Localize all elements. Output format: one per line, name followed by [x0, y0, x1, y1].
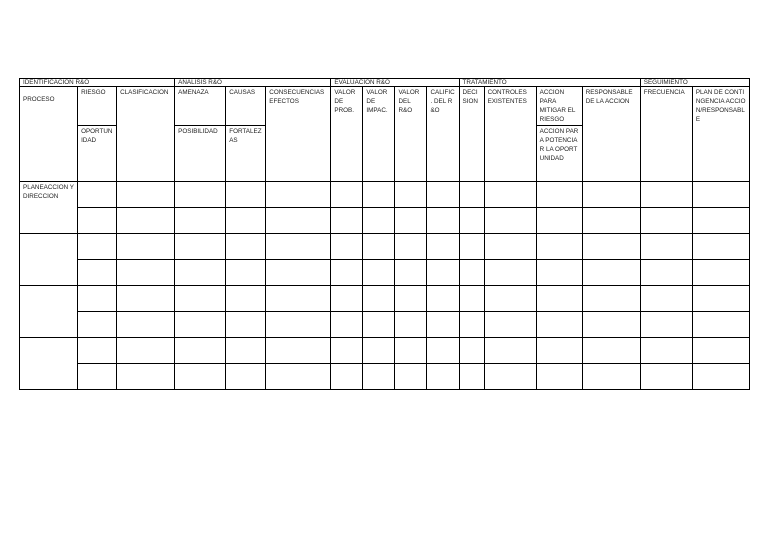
- header-valor-impac: VALOR DE IMPAC.: [363, 87, 395, 182]
- table-cell[interactable]: [363, 312, 395, 338]
- group-seguimiento: SEGUIMIENTO: [640, 79, 749, 87]
- table-cell[interactable]: [459, 364, 484, 390]
- table-cell[interactable]: [459, 182, 484, 208]
- table-cell[interactable]: [266, 286, 331, 312]
- table-cell[interactable]: [331, 234, 363, 260]
- table-cell[interactable]: [175, 182, 226, 208]
- table-cell[interactable]: [395, 208, 427, 234]
- table-cell[interactable]: [175, 312, 226, 338]
- table-cell[interactable]: [582, 312, 640, 338]
- table-cell[interactable]: [582, 260, 640, 286]
- table-cell[interactable]: [175, 338, 226, 364]
- table-cell[interactable]: [117, 182, 175, 208]
- table-cell[interactable]: [692, 260, 749, 286]
- table-cell[interactable]: [395, 286, 427, 312]
- table-cell[interactable]: [536, 312, 582, 338]
- table-cell[interactable]: [363, 338, 395, 364]
- header-valor-ro: VALOR DEL R&O: [395, 87, 427, 182]
- table-cell[interactable]: [692, 364, 749, 390]
- table-cell[interactable]: [459, 312, 484, 338]
- table-cell[interactable]: [582, 234, 640, 260]
- table-cell[interactable]: [226, 338, 266, 364]
- process-cell[interactable]: [20, 234, 78, 286]
- table-cell[interactable]: [640, 234, 692, 260]
- table-cell[interactable]: [363, 208, 395, 234]
- table-row: [20, 208, 750, 234]
- table-cell[interactable]: [459, 286, 484, 312]
- table-cell[interactable]: [78, 234, 117, 260]
- table-cell[interactable]: [692, 286, 749, 312]
- table-cell[interactable]: [640, 338, 692, 364]
- table-cell[interactable]: [459, 338, 484, 364]
- table-cell[interactable]: [395, 260, 427, 286]
- table-cell[interactable]: [78, 338, 117, 364]
- table-cell[interactable]: [226, 182, 266, 208]
- table-cell[interactable]: [117, 208, 175, 234]
- header-proceso-label: PROCESO: [23, 96, 55, 103]
- table-cell[interactable]: [363, 364, 395, 390]
- table-cell[interactable]: [640, 208, 692, 234]
- header-frecuencia: FRECUENCIA: [640, 87, 692, 182]
- table-cell[interactable]: [266, 182, 331, 208]
- table-cell[interactable]: [536, 260, 582, 286]
- header-accion-potenciar: ACCION PARA POTENCIAR LA OPORTUNIDAD: [536, 126, 582, 182]
- table-cell[interactable]: [331, 286, 363, 312]
- table-cell[interactable]: [582, 208, 640, 234]
- header-clasificacion: CLASIFICACION: [117, 87, 175, 182]
- table-cell[interactable]: [78, 260, 117, 286]
- header-valor-prob: VALOR DE PROB.: [331, 87, 363, 182]
- table-cell[interactable]: [363, 260, 395, 286]
- table-cell[interactable]: [175, 364, 226, 390]
- header-calif: CALIFIC . DEL R&O: [427, 87, 459, 182]
- table-cell[interactable]: [117, 234, 175, 260]
- header-responsable: RESPONSABLE DE LA ACCION: [582, 87, 640, 182]
- table-cell[interactable]: [226, 364, 266, 390]
- table-cell[interactable]: [395, 312, 427, 338]
- group-identificacion: IDENTIFICACION R&O: [20, 79, 175, 87]
- table-cell[interactable]: [395, 182, 427, 208]
- header-fortalezas: FORTALEZAS: [226, 126, 266, 182]
- group-header-row: [20, 79, 750, 87]
- table-cell[interactable]: [363, 182, 395, 208]
- table-cell[interactable]: [640, 312, 692, 338]
- table-cell[interactable]: [484, 234, 536, 260]
- process-cell[interactable]: [20, 286, 78, 338]
- header-decision: DECISION: [459, 87, 484, 182]
- table-cell[interactable]: [640, 286, 692, 312]
- table-row: [20, 260, 750, 286]
- table-cell[interactable]: [117, 338, 175, 364]
- table-cell[interactable]: [484, 338, 536, 364]
- table-cell[interactable]: [266, 338, 331, 364]
- table-row: [20, 234, 750, 260]
- table-cell[interactable]: [117, 364, 175, 390]
- table-cell[interactable]: [226, 234, 266, 260]
- group-analisis: ANALISIS R&O: [175, 79, 331, 87]
- table-cell[interactable]: [175, 286, 226, 312]
- table-cell[interactable]: [78, 208, 117, 234]
- table-cell[interactable]: [536, 286, 582, 312]
- table-cell[interactable]: [427, 338, 459, 364]
- table-cell[interactable]: [582, 338, 640, 364]
- header-controles: CONTROLES EXISTENTES: [484, 87, 536, 182]
- table-cell[interactable]: [484, 286, 536, 312]
- table-cell[interactable]: [226, 286, 266, 312]
- table-cell[interactable]: [536, 182, 582, 208]
- table-cell[interactable]: [266, 364, 331, 390]
- table-row: [20, 182, 750, 208]
- table-cell[interactable]: [692, 208, 749, 234]
- header-amenaza: AMENAZA: [175, 87, 226, 126]
- table-cell[interactable]: [266, 312, 331, 338]
- table-cell[interactable]: [117, 286, 175, 312]
- table-cell[interactable]: [78, 312, 117, 338]
- table-cell[interactable]: [331, 208, 363, 234]
- table-cell[interactable]: [536, 234, 582, 260]
- group-tratamiento: TRATAMIENTO: [459, 79, 640, 87]
- table-row: [20, 312, 750, 338]
- header-causas: CAUSAS: [226, 87, 266, 126]
- table-cell[interactable]: [459, 208, 484, 234]
- table-row: [20, 286, 750, 312]
- table-cell[interactable]: [226, 260, 266, 286]
- table-cell[interactable]: [331, 338, 363, 364]
- table-cell[interactable]: [331, 312, 363, 338]
- table-cell[interactable]: [459, 260, 484, 286]
- table-cell[interactable]: [175, 208, 226, 234]
- table-cell[interactable]: [331, 260, 363, 286]
- table-cell[interactable]: [266, 260, 331, 286]
- table-cell[interactable]: [427, 182, 459, 208]
- table-cell[interactable]: [536, 208, 582, 234]
- table-cell[interactable]: [459, 234, 484, 260]
- table-cell[interactable]: [78, 364, 117, 390]
- table-cell[interactable]: [536, 364, 582, 390]
- column-header-row-1: [20, 87, 750, 126]
- table-cell[interactable]: [266, 234, 331, 260]
- header-plan: PLAN DE CONTINGENCIA ACCION/RESPONSABLE: [692, 87, 749, 182]
- table-cell[interactable]: [427, 208, 459, 234]
- table-cell[interactable]: [640, 182, 692, 208]
- table-cell[interactable]: [692, 234, 749, 260]
- table-cell[interactable]: [484, 260, 536, 286]
- table-cell[interactable]: [640, 260, 692, 286]
- table-cell[interactable]: [427, 286, 459, 312]
- header-riesgo: RIESGO: [78, 87, 117, 126]
- table-cell[interactable]: [117, 312, 175, 338]
- table-cell[interactable]: [226, 312, 266, 338]
- table-cell[interactable]: [363, 234, 395, 260]
- table-cell[interactable]: [78, 286, 117, 312]
- table-cell[interactable]: [427, 234, 459, 260]
- process-cell[interactable]: PLANEACCION Y DIRECCION: [20, 182, 78, 234]
- header-posibilidad: POSIBILIDAD: [175, 126, 226, 182]
- table-cell[interactable]: [484, 208, 536, 234]
- table-cell[interactable]: [175, 260, 226, 286]
- table-cell[interactable]: [331, 364, 363, 390]
- header-proceso: [20, 87, 78, 182]
- table-cell[interactable]: [395, 364, 427, 390]
- table-cell[interactable]: [395, 234, 427, 260]
- table-cell[interactable]: [692, 338, 749, 364]
- table-cell[interactable]: [78, 182, 117, 208]
- table-cell[interactable]: [582, 182, 640, 208]
- table-cell[interactable]: [117, 260, 175, 286]
- table-cell[interactable]: [226, 208, 266, 234]
- table-cell[interactable]: [363, 286, 395, 312]
- header-accion-mitigar: ACCION PARA MITIGAR EL RIESGO: [536, 87, 582, 126]
- table-cell[interactable]: [395, 338, 427, 364]
- table-cell[interactable]: [692, 182, 749, 208]
- process-cell[interactable]: [20, 338, 78, 390]
- table-cell[interactable]: [175, 234, 226, 260]
- risk-opportunity-matrix: [19, 78, 750, 390]
- table-cell[interactable]: [692, 312, 749, 338]
- header-consecuencias: CONSECUENCIAS EFECTOS: [266, 87, 331, 182]
- table-cell[interactable]: [582, 364, 640, 390]
- table-row: [20, 338, 750, 364]
- table-cell[interactable]: [331, 182, 363, 208]
- table-row: [20, 364, 750, 390]
- table-cell[interactable]: [427, 260, 459, 286]
- table-cell[interactable]: [582, 286, 640, 312]
- table-cell[interactable]: [484, 312, 536, 338]
- table-cell[interactable]: [484, 182, 536, 208]
- header-oportunidad: OPORTUNIDAD: [78, 126, 117, 182]
- table-cell[interactable]: [536, 338, 582, 364]
- table-cell[interactable]: [427, 364, 459, 390]
- table-cell[interactable]: [266, 208, 331, 234]
- table-cell[interactable]: [640, 364, 692, 390]
- table-cell[interactable]: [427, 312, 459, 338]
- table-cell[interactable]: [484, 364, 536, 390]
- group-evaluacion: EVALUACION R&O: [331, 79, 459, 87]
